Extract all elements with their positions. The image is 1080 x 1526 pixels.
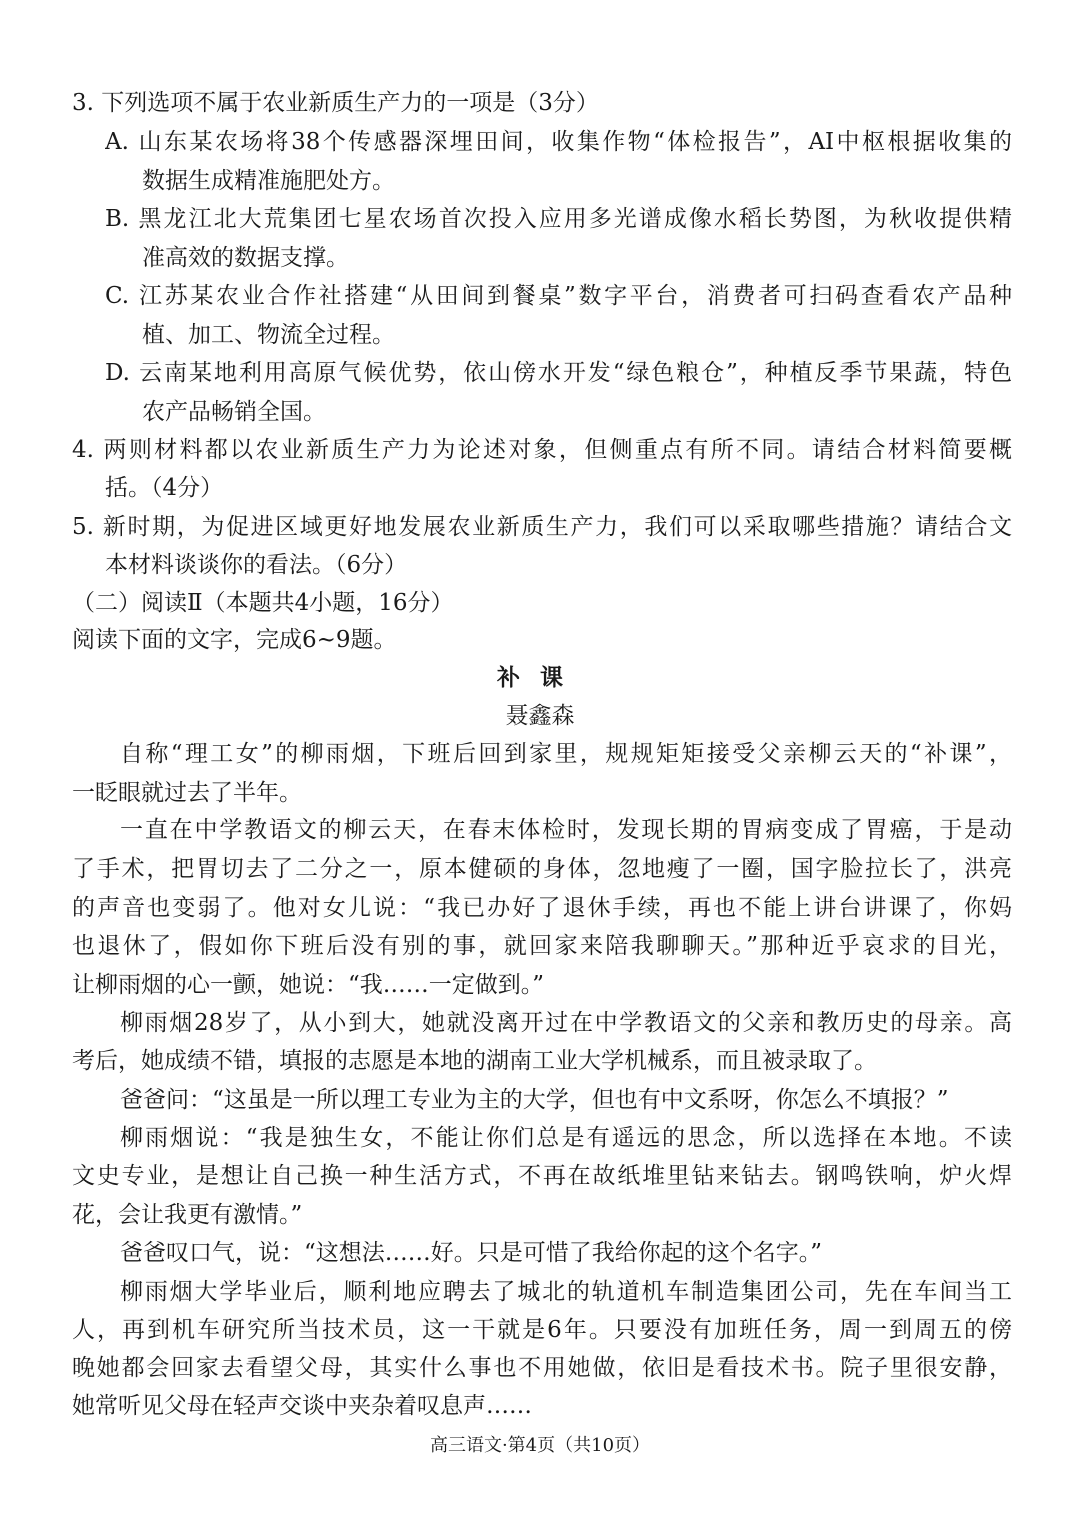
body-line: 爸爸问：“这虽是一所以理工专业为主的大学，但也有中文系呀，你怎么不填报？” bbox=[120, 1087, 949, 1113]
question-3: 3. 下列选项不属于农业新质生产力的一项是（3分） bbox=[72, 90, 599, 116]
body-line: 晚她都会回家去看望父母，其实什么事也不用她做，依旧是看技术书。院子里很安静， bbox=[72, 1355, 1012, 1381]
option-d-cont: 农产品畅销全国。 bbox=[142, 399, 326, 425]
body-line: 柳雨烟大学毕业后，顺利地应聘去了城北的轨道机车制造集团公司，先在车间当工 bbox=[120, 1279, 1012, 1305]
question-4: 4. 两则材料都以农业新质生产力为论述对象，但侧重点有所不同。请结合材料简要概 bbox=[72, 437, 1012, 463]
option-b: B. 黑龙江北大荒集团七星农场首次投入应用多光谱成像水稻长势图，为秋收提供精 bbox=[105, 206, 1012, 232]
option-d: D. 云南某地利用高原气候优势，依山傍水开发“绿色粮仓”，种植反季节果蔬，特色 bbox=[105, 360, 1012, 386]
question-5-cont: 本材料谈谈你的看法。（6分） bbox=[105, 552, 408, 578]
body-line: 让柳雨烟的心一颤，她说：“我……一定做到。” bbox=[72, 972, 545, 998]
body-line: 的声音也变弱了。他对女儿说：“我已办好了退休手续，再也不能上讲台讲课了，你妈 bbox=[72, 895, 1012, 921]
question-4-cont: 括。（4分） bbox=[105, 475, 224, 501]
body-line: 文史专业，是想让自己换一种生活方式，不再在故纸堆里钻来钻去。钢鸣铁响，炉火焊 bbox=[72, 1163, 1012, 1189]
story-title: 补课 bbox=[497, 664, 583, 691]
body-line: 柳雨烟说：“我是独生女，不能让你们总是有遥远的思念，所以选择在本地。不读 bbox=[120, 1125, 1012, 1151]
body-line: 一直在中学教语文的柳云天，在春末体检时，发现长期的胃病变成了胃癌，于是动 bbox=[120, 817, 1012, 843]
body-line: 考后，她成绩不错，填报的志愿是本地的湖南工业大学机械系，而且被录取了。 bbox=[72, 1048, 877, 1074]
instructions: 阅读下面的文字，完成6~9题。 bbox=[72, 627, 397, 653]
body-line: 爸爸叹口气，说：“这想法……好。只是可惜了我给你起的这个名字。” bbox=[120, 1240, 823, 1266]
body-line: 了手术，把胃切去了二分之一，原本健硕的身体，忽地瘦了一圈，国字脸拉长了，洪亮 bbox=[72, 856, 1012, 882]
body-line: 一眨眼就过去了半年。 bbox=[72, 780, 302, 806]
option-c: C. 江苏某农业合作社搭建“从田间到餐桌”数字平台，消费者可扫码查看农产品种 bbox=[105, 283, 1012, 309]
body-line: 花，会让我更有激情。” bbox=[72, 1202, 303, 1228]
body-line: 人，再到机车研究所当技术员，这一干就是6年。只要没有加班任务，周一到周五的傍 bbox=[72, 1317, 1012, 1343]
option-c-cont: 植、加工、物流全过程。 bbox=[142, 322, 395, 348]
option-a: A. 山东某农场将38个传感器深埋田间，收集作物“体检报告”，AI中枢根据收集的 bbox=[105, 129, 1012, 155]
section-heading: （二）阅读Ⅱ（本题共4小题，16分） bbox=[72, 590, 454, 616]
story-author: 聂鑫森 bbox=[505, 703, 575, 729]
option-a-cont: 数据生成精准施肥处方。 bbox=[142, 168, 395, 194]
option-b-cont: 准高效的数据支撑。 bbox=[142, 245, 349, 271]
body-line: 她常听见父母在轻声交谈中夹杂着叹息声…… bbox=[72, 1393, 532, 1419]
page-footer: 高三语文·第4页（共10页） bbox=[429, 1435, 651, 1456]
body-line: 柳雨烟28岁了，从小到大，她就没离开过在中学教语文的父亲和教历史的母亲。高 bbox=[120, 1010, 1012, 1036]
question-5: 5. 新时期，为促进区域更好地发展农业新质生产力，我们可以采取哪些措施？请结合文 bbox=[72, 514, 1012, 540]
body-line: 也退休了，假如你下班后没有别的事，就回家来陪我聊聊天。”那种近乎哀求的目光， bbox=[72, 933, 1012, 959]
body-line: 自称“理工女”的柳雨烟，下班后回到家里，规规矩矩接受父亲柳云天的“补课”， bbox=[120, 741, 1012, 767]
